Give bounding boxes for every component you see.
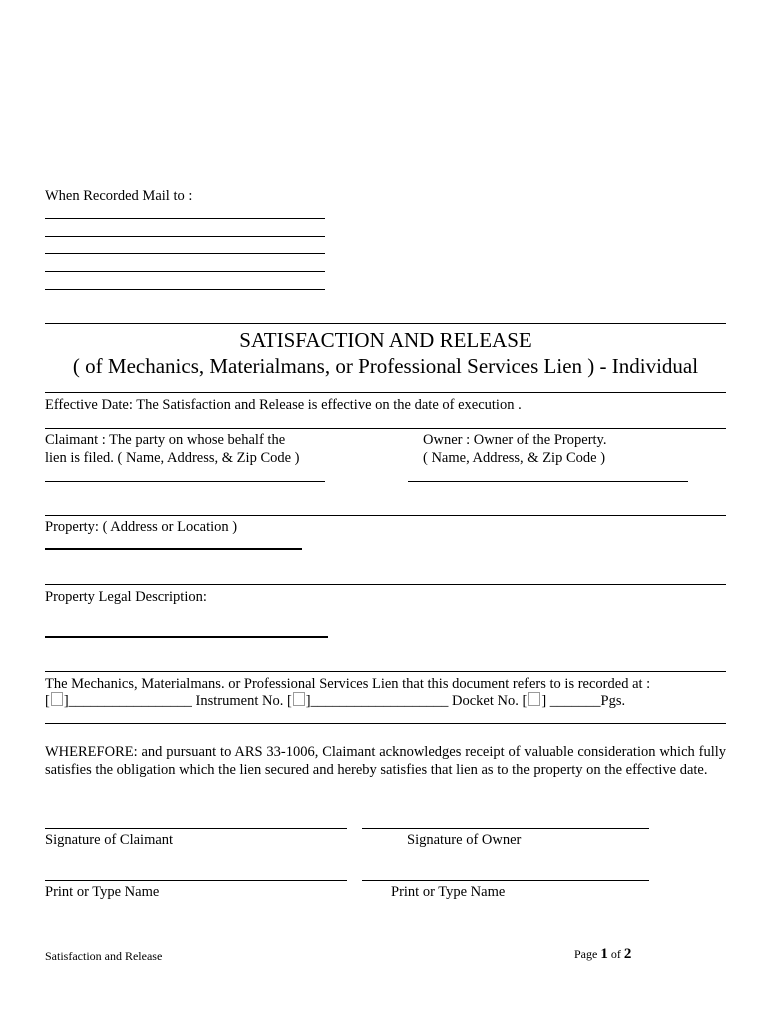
owner-input-line[interactable] — [408, 481, 688, 482]
divider — [45, 723, 726, 724]
legal-description-label: Property Legal Description: — [45, 589, 207, 605]
page-total: 2 — [623, 946, 632, 962]
divider — [45, 323, 726, 324]
bracket-open: [ — [45, 693, 50, 709]
page-word: Page — [574, 947, 598, 961]
divider — [45, 584, 726, 585]
mail-to-line[interactable] — [45, 289, 325, 290]
mail-to-line[interactable] — [45, 236, 325, 237]
divider — [45, 671, 726, 672]
docket-checkbox[interactable] — [528, 692, 540, 706]
docket-label: ]___________________ Docket No. [ — [305, 693, 528, 709]
owner-sublabel: ( Name, Address, & Zip Code ) — [423, 450, 606, 466]
recorded-checkbox[interactable] — [51, 692, 63, 706]
mail-to-line[interactable] — [45, 218, 325, 219]
property-input-line[interactable] — [45, 548, 302, 550]
effective-date-text: Effective Date: The Satisfaction and Release is effective on the date of execution . — [45, 397, 522, 413]
claimant-sublabel: lien is filed. ( Name, Address, & Zip Code ) — [45, 450, 300, 466]
mail-to-label: When Recorded Mail to : — [45, 188, 193, 204]
owner-signature-label: Signature of Owner — [407, 832, 522, 848]
mail-to-line[interactable] — [45, 271, 325, 272]
document-subtitle: ( of Mechanics, Materialmans, or Professional Services Lien ) - Individual — [72, 354, 699, 378]
page-current: 1 — [600, 946, 608, 962]
footer-title: Satisfaction and Release — [45, 949, 163, 963]
claimant-print-name-line[interactable] — [45, 880, 347, 881]
property-label: Property: ( Address or Location ) — [45, 519, 238, 535]
pages-label: ] _______Pgs. — [541, 693, 626, 709]
page-number — [574, 947, 631, 961]
mail-to-line[interactable] — [45, 253, 325, 254]
owner-label: Owner : Owner of the Property. — [423, 432, 607, 448]
lien-record-intro: The Mechanics, Materialmans. or Professional Services Lien that this document refers to is recorded at : — [45, 676, 651, 692]
lien-record-fields — [45, 692, 625, 710]
instrument-checkbox[interactable] — [293, 692, 305, 706]
claimant-label: Claimant : The party on whose behalf the — [45, 432, 286, 448]
document-title: SATISFACTION AND RELEASE — [239, 328, 532, 352]
claimant-signature-line[interactable] — [45, 828, 347, 829]
owner-signature-line[interactable] — [362, 828, 649, 829]
claimant-input-line[interactable] — [45, 481, 325, 482]
owner-print-name-label: Print or Type Name — [391, 884, 506, 900]
owner-print-name-line[interactable] — [362, 880, 649, 881]
divider — [45, 392, 726, 393]
legal-description-input-line[interactable] — [45, 636, 328, 638]
of-word: of — [610, 947, 621, 961]
divider — [45, 515, 726, 516]
wherefore-paragraph: WHEREFORE: and pursuant to ARS 33-1006, Claimant acknowledges receipt of valuable consideration which fully satisfies the obligation which the lien secured and hereby satisfies that lien as to the property on the effective date. — [45, 744, 726, 778]
divider — [45, 428, 726, 429]
claimant-print-name-label: Print or Type Name — [45, 884, 160, 900]
instrument-label: ]_________________ Instrument No. [ — [63, 693, 292, 709]
claimant-signature-label: Signature of Claimant — [45, 832, 174, 848]
